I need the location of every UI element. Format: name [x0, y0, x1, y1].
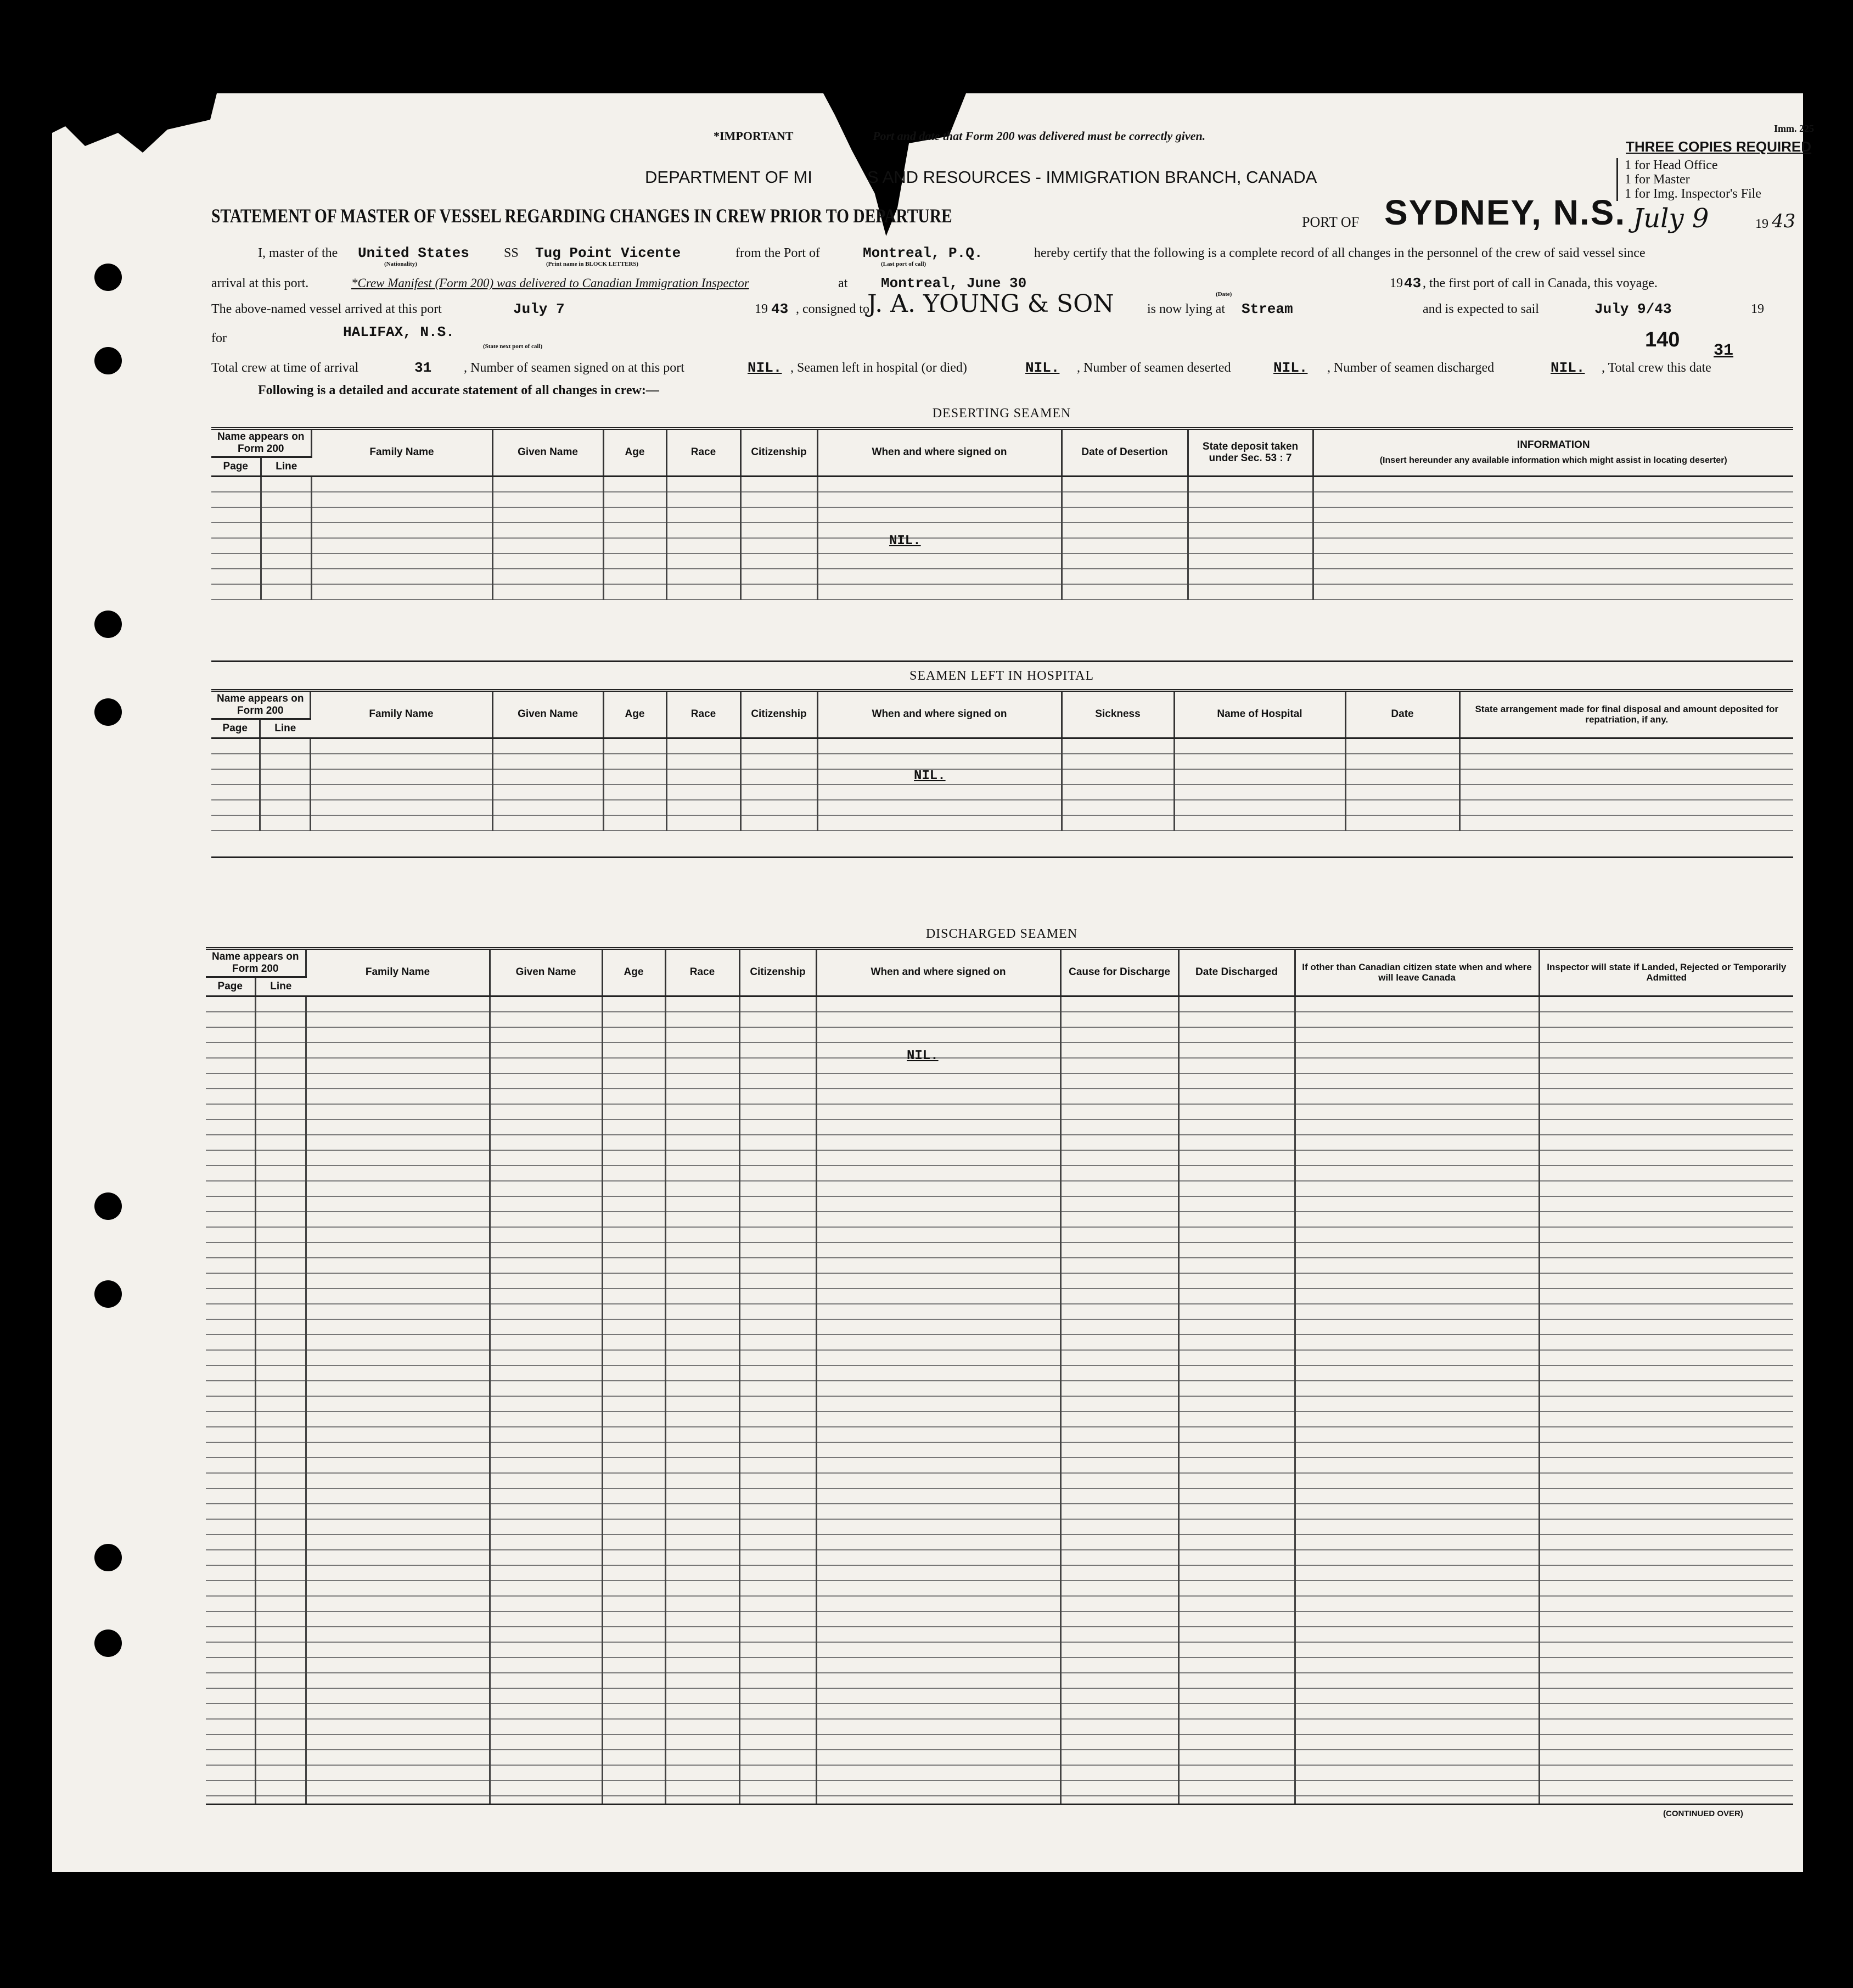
- table-row: [206, 1427, 1793, 1442]
- col-cause-discharge: Cause for Discharge: [1060, 950, 1178, 996]
- col-citizenship: Citizenship: [739, 950, 816, 996]
- table-row: [206, 1519, 1793, 1535]
- punch-hole: [94, 347, 122, 374]
- table-row: [206, 1242, 1793, 1258]
- hospital-table: [211, 689, 1793, 858]
- table-row: [206, 1335, 1793, 1350]
- table-row: [206, 1565, 1793, 1581]
- table-row: [206, 1073, 1793, 1089]
- table-row: [211, 785, 1793, 800]
- signed-on-value: NIL.: [748, 360, 782, 376]
- copies-item: 1 for Img. Inspector's File: [1625, 187, 1761, 201]
- discharged-rows: [206, 996, 1793, 1805]
- cert-text: , the first port of call in Canada, this voyage.: [1423, 276, 1658, 290]
- hospital-value: NIL.: [1025, 360, 1060, 376]
- col-given-name: Given Name: [492, 430, 603, 476]
- col-given-name: Given Name: [492, 692, 603, 738]
- col-family-name: Family Name: [311, 430, 492, 476]
- punch-hole: [94, 698, 122, 726]
- col-signed-on: When and where signed on: [816, 950, 1060, 996]
- table-row: [206, 1488, 1793, 1504]
- annotation-31: 31: [1714, 341, 1734, 360]
- table-row: [206, 1442, 1793, 1458]
- important-note: Port and date that Form 200 was delivered must be correctly given.: [873, 129, 1206, 143]
- cert-year-prefix: 19: [1390, 276, 1403, 290]
- cert-year-prefix: 19: [1751, 302, 1764, 316]
- table-row: [206, 1089, 1793, 1104]
- hospital-rows: [211, 738, 1793, 831]
- cert-text: SS: [504, 246, 519, 260]
- form-title: STATEMENT OF MASTER OF VESSEL REGARDING CHANGES IN CREW PRIOR TO DEPARTURE: [211, 205, 952, 227]
- next-port-hint: (State next port of call): [483, 343, 543, 350]
- table-row: [206, 1012, 1793, 1027]
- vessel-value: Tug Point Vicente: [535, 245, 681, 261]
- table-row: [211, 800, 1793, 815]
- table-row: [206, 1350, 1793, 1365]
- table-row: [206, 996, 1793, 1012]
- col-race: Race: [666, 430, 740, 476]
- col-hospital-name: Name of Hospital: [1174, 692, 1345, 738]
- cert-year-prefix: 19: [755, 302, 768, 316]
- col-arrangement: State arrangement made for final disposal and amount deposited for repatriation, if any.: [1459, 692, 1793, 738]
- deserting-table: [211, 427, 1793, 662]
- table-row: [206, 1212, 1793, 1227]
- information-title: INFORMATION: [1517, 439, 1590, 451]
- table-row: [206, 1289, 1793, 1304]
- copies-list: [1616, 158, 1761, 201]
- consignee-stamp: J. A. YOUNG & SON: [867, 290, 1114, 318]
- col-state-deposit: State deposit taken under Sec. 53 : 7: [1188, 430, 1313, 476]
- col-race: Race: [665, 950, 739, 996]
- date-year-handwritten: 43: [1772, 210, 1796, 232]
- table-row: [206, 1657, 1793, 1673]
- table-row: [211, 769, 1793, 785]
- copies-item: 1 for Head Office: [1625, 158, 1718, 172]
- table-row: [206, 1504, 1793, 1519]
- table-row: [206, 1673, 1793, 1688]
- col-citizenship: Citizenship: [740, 692, 817, 738]
- copies-item: 1 for Master: [1625, 172, 1690, 187]
- important-label: *IMPORTANT: [714, 129, 794, 143]
- table-row: [206, 1611, 1793, 1627]
- punch-hole: [94, 1280, 122, 1308]
- cert-text: is now lying at: [1147, 302, 1225, 316]
- col-citizenship: Citizenship: [740, 430, 817, 476]
- discharged-value: NIL.: [1551, 360, 1585, 376]
- nationality-hint: (Nationality): [384, 261, 417, 267]
- table-row: [206, 1304, 1793, 1319]
- punch-hole: [94, 611, 122, 638]
- table-row: [206, 1135, 1793, 1150]
- deserting-title: DESERTING SEAMEN: [932, 406, 1071, 421]
- table-row: [211, 754, 1793, 769]
- table-row: [206, 1027, 1793, 1043]
- table-row: [211, 476, 1793, 492]
- port-label: PORT OF: [1302, 214, 1360, 230]
- table-row: [211, 569, 1793, 584]
- table-row: [206, 1273, 1793, 1289]
- cert-text: , Number of seamen discharged: [1327, 361, 1495, 375]
- table-row: [206, 1473, 1793, 1488]
- deserting-nil-entry: NIL.: [889, 534, 921, 548]
- department-label: DEPARTMENT OF MI: [645, 167, 812, 187]
- cert-text: for: [211, 331, 227, 345]
- table-row: [206, 1043, 1793, 1058]
- table-row: [206, 1365, 1793, 1381]
- form-number: Imm. 225: [1774, 123, 1814, 134]
- cert-text: , consigned to: [796, 302, 869, 316]
- table-row: [206, 1750, 1793, 1765]
- col-signed-on: When and where signed on: [817, 430, 1062, 476]
- cert-text: at: [838, 276, 848, 290]
- punch-hole: [94, 1192, 122, 1220]
- name-appears-header: Name appears on Form 200: [206, 950, 306, 977]
- table-row: [206, 1719, 1793, 1734]
- col-given-name: Given Name: [490, 950, 602, 996]
- table-row: [206, 1227, 1793, 1242]
- col-sickness: Sickness: [1062, 692, 1174, 738]
- cert-text: and is expected to sail: [1423, 302, 1539, 316]
- date-year-prefix: 19: [1755, 217, 1768, 231]
- col-family-name: Family Name: [310, 692, 492, 738]
- col-inspector-status: Inspector will state if Landed, Rejected or Temporarily Admitted: [1539, 950, 1793, 996]
- discharged-title: DISCHARGED SEAMEN: [925, 927, 1078, 941]
- table-row: [211, 553, 1793, 569]
- cert-text: The above-named vessel arrived at this port: [211, 302, 442, 316]
- hospital-title: SEAMEN LEFT IN HOSPITAL: [909, 669, 1094, 683]
- copies-title: THREE COPIES REQUIRED: [1626, 138, 1812, 155]
- col-age: Age: [603, 692, 666, 738]
- cert-text: hereby certify that the following is a complete record of all changes in the personnel of the crew of said vessel since: [1034, 246, 1646, 260]
- sail-date-value: July 9/43: [1594, 301, 1672, 317]
- col-page: Page: [206, 977, 255, 996]
- table-row: [206, 1765, 1793, 1780]
- cert-text: , Number of seamen deserted: [1077, 361, 1231, 375]
- annotation-140: 140: [1645, 328, 1680, 351]
- table-row: [206, 1319, 1793, 1335]
- table-row: [206, 1412, 1793, 1427]
- information-subtitle: (Insert hereunder any available information which might assist in locating deserter): [1379, 456, 1727, 466]
- punch-hole: [94, 1544, 122, 1571]
- col-race: Race: [666, 692, 740, 738]
- table-row: [206, 1550, 1793, 1565]
- col-line: Line: [255, 977, 306, 996]
- deserted-value: NIL.: [1273, 360, 1308, 376]
- continued-over: (CONTINUED OVER): [1663, 1809, 1743, 1818]
- cert-text: , Number of seamen signed on at this port: [464, 361, 684, 375]
- table-row: [206, 1258, 1793, 1273]
- deserting-rows: [211, 476, 1793, 600]
- table-row: [206, 1535, 1793, 1550]
- table-row: [211, 492, 1793, 507]
- col-age: Age: [602, 950, 665, 996]
- table-row: [211, 738, 1793, 754]
- col-leave-canada: If other than Canadian citizen state when and where will leave Canada: [1295, 950, 1539, 996]
- col-page: Page: [211, 719, 260, 738]
- cert-text: I, master of the: [258, 246, 338, 260]
- crew-arrival-value: 31: [414, 360, 432, 376]
- table-row: [206, 1166, 1793, 1181]
- table-row: [206, 1458, 1793, 1473]
- table-row: [206, 1796, 1793, 1805]
- col-page: Page: [211, 457, 261, 476]
- table-row: [206, 1704, 1793, 1719]
- table-row: [206, 1596, 1793, 1611]
- table-row: [206, 1104, 1793, 1119]
- cert-text: , Total crew this date: [1602, 361, 1711, 375]
- cert-text: from the Port of: [735, 246, 820, 260]
- table-row: [211, 538, 1793, 553]
- punch-hole: [94, 1629, 122, 1657]
- department-label-b: S AND RESOURCES - IMMIGRATION BRANCH, CANADA: [867, 167, 1317, 187]
- table-row: [206, 1150, 1793, 1166]
- cert-text: , Seamen left in hospital (or died): [790, 361, 967, 375]
- table-row: [211, 523, 1793, 538]
- name-appears-header: Name appears on Form 200: [211, 430, 311, 457]
- cert-text: Following is a detailed and accurate statement of all changes in crew:—: [258, 383, 659, 397]
- col-line: Line: [260, 719, 310, 738]
- cert-text-form200: *Crew Manifest (Form 200) was delivered to Canadian Immigration Inspector: [351, 276, 749, 290]
- table-row: [206, 1058, 1793, 1073]
- date-handwritten: July 9: [1633, 203, 1709, 234]
- table-row: [211, 815, 1793, 831]
- arrived-value: July 7: [513, 301, 565, 317]
- table-row: [206, 1381, 1793, 1396]
- col-signed-on: When and where signed on: [817, 692, 1062, 738]
- table-row: [206, 1780, 1793, 1796]
- form200-hint: (Date): [1216, 291, 1232, 298]
- table-row: [206, 1642, 1793, 1657]
- table-row: [211, 507, 1793, 523]
- table-row: [206, 1734, 1793, 1750]
- col-date-of-desertion: Date of Desertion: [1062, 430, 1188, 476]
- discharged-table: [206, 947, 1793, 1805]
- form200-place-value: Montreal, June 30: [881, 275, 1027, 292]
- table-row: [206, 1581, 1793, 1596]
- arrived-year: 43: [771, 301, 789, 317]
- table-row: [206, 1688, 1793, 1704]
- form200-year: 43: [1404, 275, 1422, 292]
- last-port-value: Montreal, P.Q.: [863, 245, 983, 261]
- table-row: [211, 584, 1793, 600]
- hospital-nil-entry: NIL.: [914, 769, 946, 783]
- cert-text: arrival at this port.: [211, 276, 309, 290]
- next-port-value: HALIFAX, N.S.: [343, 324, 454, 340]
- col-information: [1313, 430, 1793, 476]
- table-row: [206, 1181, 1793, 1196]
- port-value: SYDNEY, N.S.: [1384, 193, 1626, 232]
- col-date-discharged: Date Discharged: [1178, 950, 1295, 996]
- table-row: [206, 1119, 1793, 1135]
- table-row: [206, 1627, 1793, 1642]
- punch-hole: [94, 264, 122, 291]
- name-appears-header: Name appears on Form 200: [211, 692, 310, 719]
- discharged-nil-entry: NIL.: [907, 1049, 939, 1063]
- col-family-name: Family Name: [306, 950, 490, 996]
- table-row: [206, 1396, 1793, 1412]
- col-date: Date: [1345, 692, 1459, 738]
- table-row: [206, 1196, 1793, 1212]
- vessel-hint: (Print name in BLOCK LETTERS): [546, 261, 639, 267]
- cert-text: Total crew at time of arrival: [211, 361, 359, 375]
- lying-at-value: Stream: [1242, 301, 1293, 317]
- col-age: Age: [603, 430, 666, 476]
- col-line: Line: [261, 457, 311, 476]
- nationality-value: United States: [358, 245, 469, 261]
- last-port-hint: (Last port of call): [881, 261, 926, 267]
